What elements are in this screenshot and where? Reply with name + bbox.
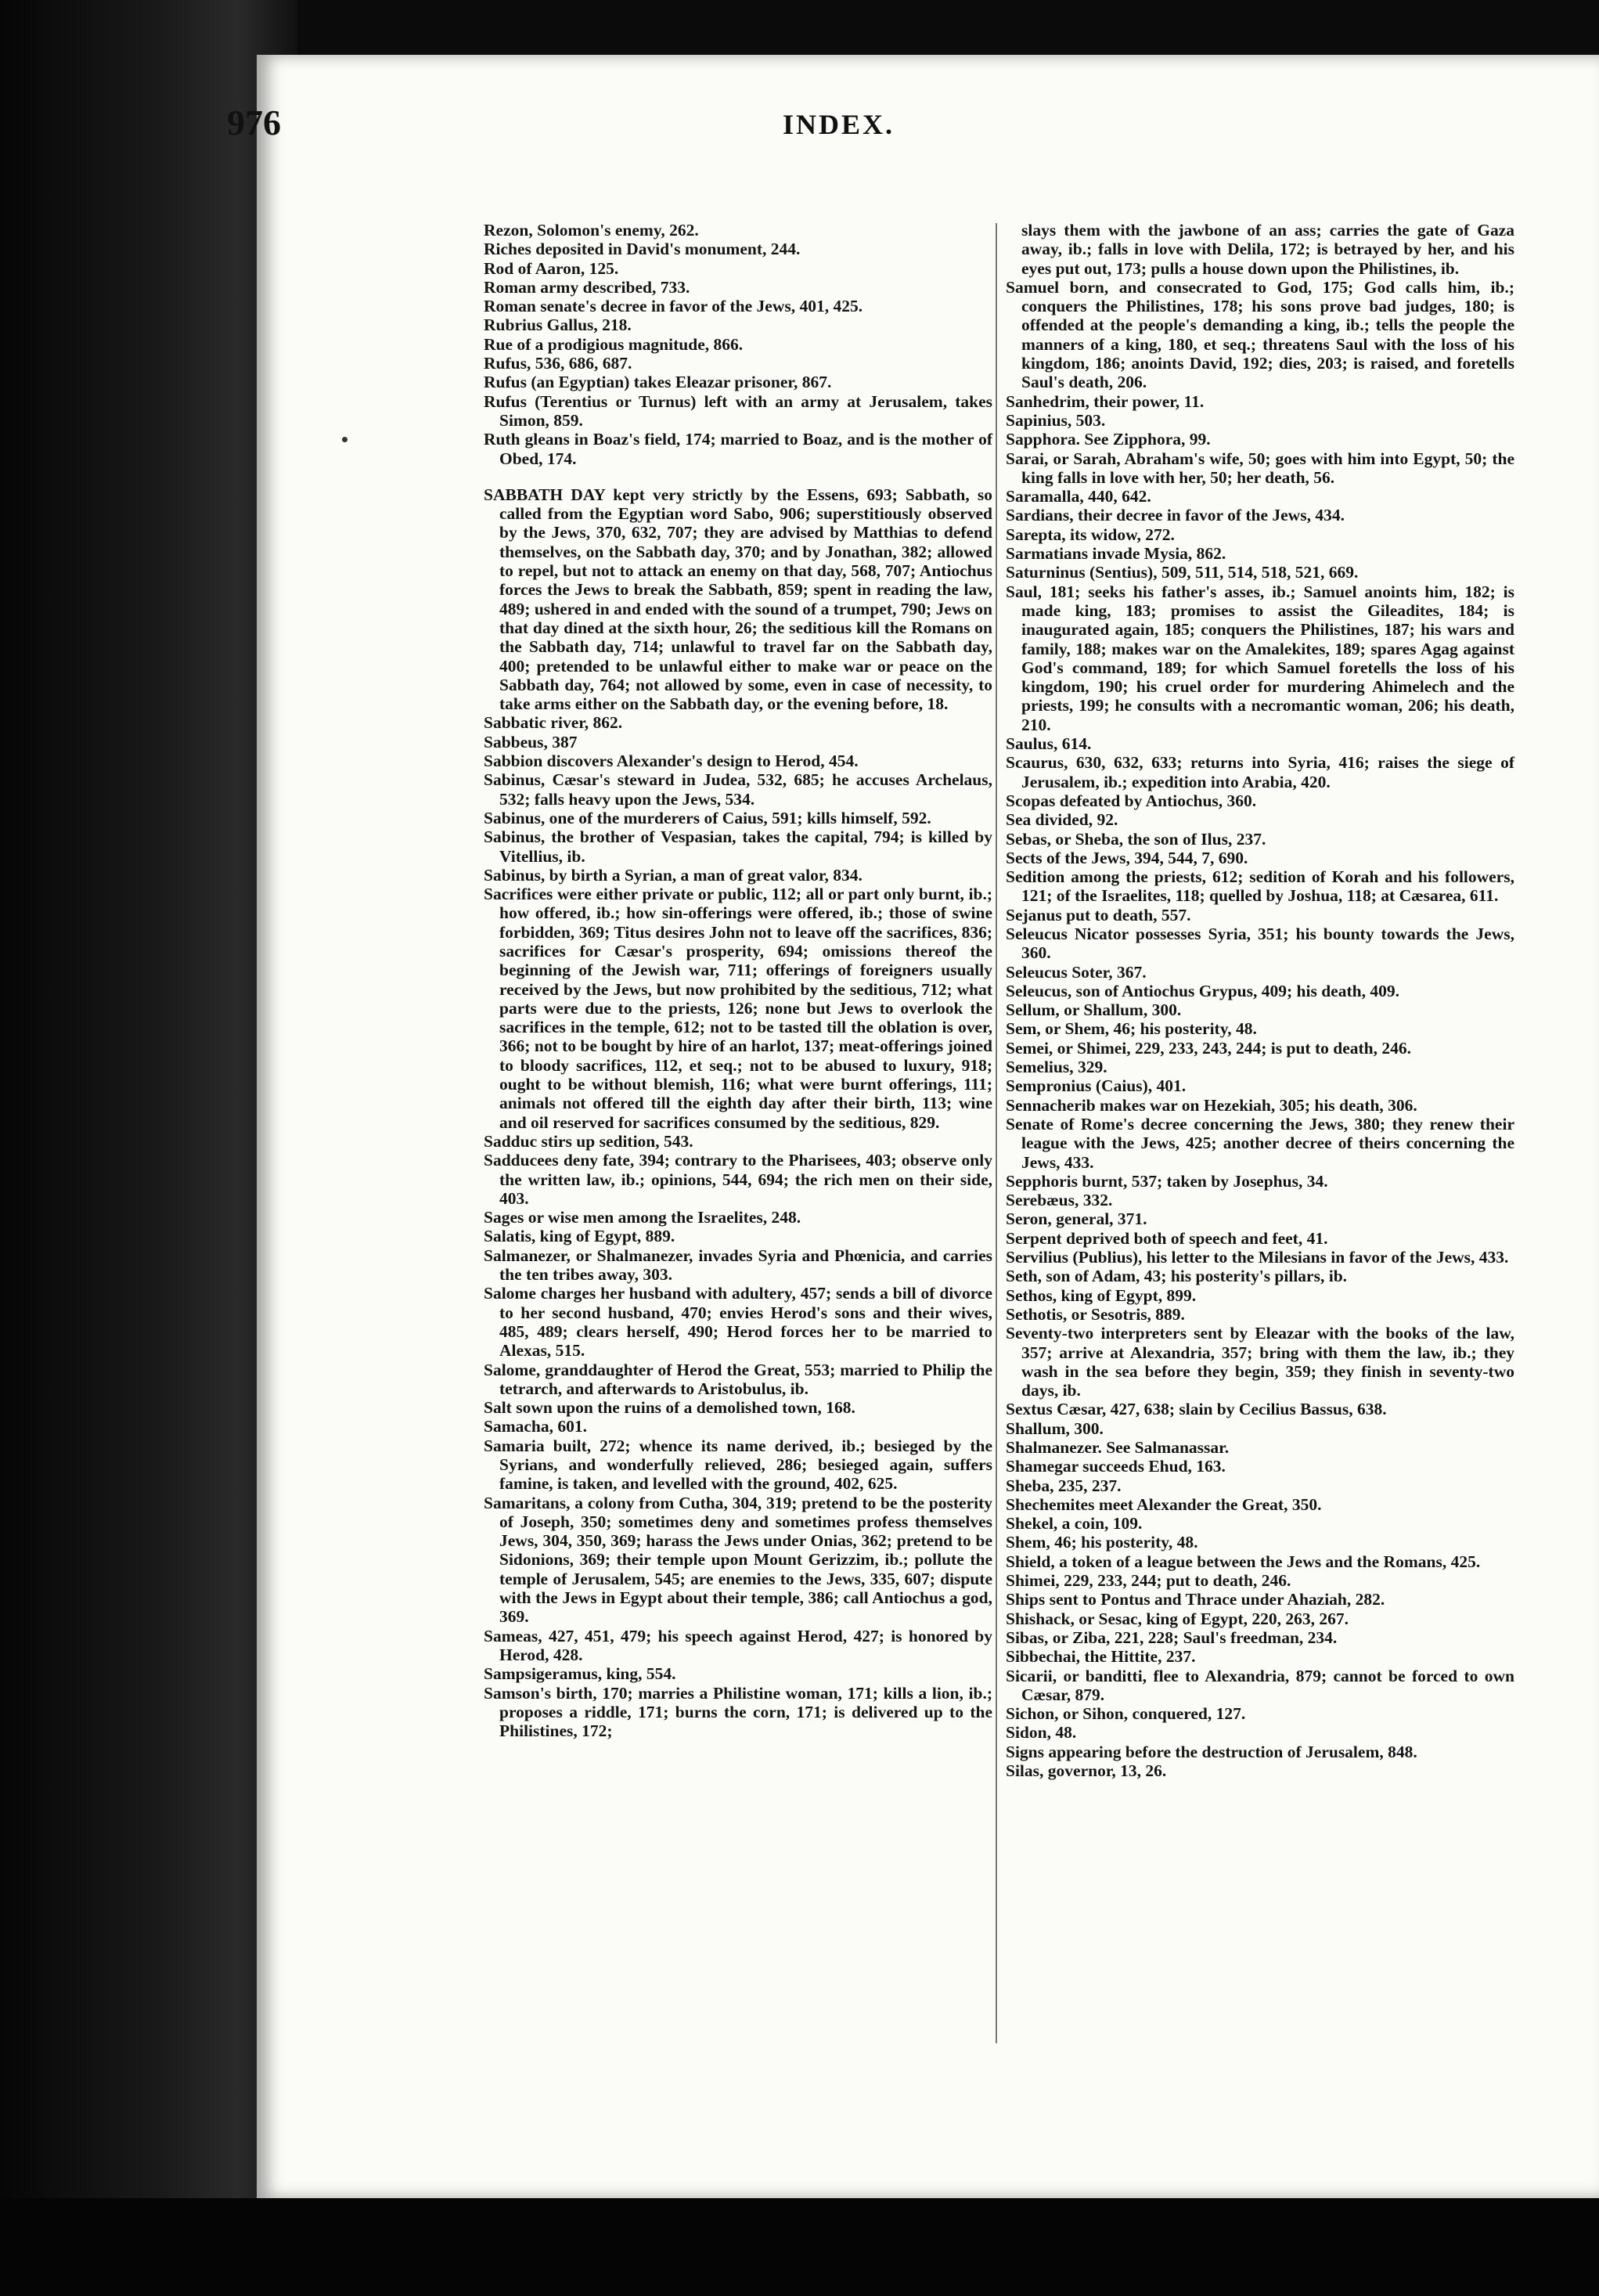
index-entry: Samaritans, a colony from Cutha, 304, 319; pretend to be the posterity of Joseph, 350; sometimes deny and sometimes profess themselves Jews, 304, 350, 369; harass the Jews under Onias, 362; pretend to be Sidonions, 369; their temple upon Mount Gerizzim, ib.; pollute the temple of Jerusalem, 545; are enemies to the Jews, 335, 607; dispute with the Jews in Egypt about their temple, 386; call Antiochus a god, 369. [484,1493,992,1627]
index-entry: Sempronius (Caius), 401. [1006,1076,1187,1096]
index-entry: Semei, or Shimei, 229, 233, 243, 244; is put to death, 246. [1006,1038,1411,1058]
index-entry: Sarmatians invade Mysia, 862. [1006,544,1226,564]
index-entry: Servilius (Publius), his letter to the Milesians in favor of the Jews, 433. [1006,1248,1509,1267]
index-entry: Roman senate's decree in favor of the Jews, 401, 425. [484,297,863,316]
index-entry: Seleucus, son of Antiochus Grypus, 409; his death, 409. [1006,981,1399,1000]
index-entry: Serpent deprived both of speech and feet, 41. [1006,1228,1328,1248]
index-entry: Shalmanezer. See Salmanassar. [1006,1438,1230,1457]
index-column-left [484,221,992,1740]
index-entry: Samson's birth, 170; marries a Philistine woman, 171; kills a lion, ib.; proposes a riddle, 171; burns the corn, 171; is delivered up to the Philistines, 172; [484,1683,992,1741]
index-entry: Semelius, 329. [1006,1058,1107,1077]
index-entry: Sacrifices were either private or public, 112; all or part only burnt, ib.; how offered, ib.; how sin-offerings were offered, ib.; those of swine forbidden, 369; Titus desires John not to leave off the sacrifices, 836; sacrifices for Cæsar's prosperity, 694; omissions thereof the beginning of the Jewish war, 711; offerings of foreigners usually received by the Jews, but now prohibited by the seditious, 712; what parts were due to the priests, 126; none but Jews to overlook the sacrifices in the temple, 612; not to be tasted till the oblation is over, 366; not to be bought by hire of an harlot, 137; meat-offerings joined to bloody sacrifices, 112, et seq.; not to be abused to luxury, 918; ought to be without blemish, 116; what were burnt offerings, 111; animals not offered till the eighth day after their birth, 113; wine and oil reserved for sacrifices consumed by the seditious, 829. [484,885,992,1132]
index-entry: Rufus, 536, 686, 687. [484,354,632,373]
index-entry: Sabinus, Cæsar's steward in Judea, 532, 685; he accuses Archelaus, 532; falls heavy upon the Jews, 534. [484,770,992,809]
index-entry: Salt sown upon the ruins of a demolished town, 168. [484,1398,855,1418]
index-entry: Sapphora. See Zipphora, 99. [1006,430,1211,449]
index-entry: Sardians, their decree in favor of the Jews, 434. [1006,506,1345,525]
index-entry: Sebas, or Sheba, the son of Ilus, 237. [1006,829,1266,849]
index-entry: Sabbion discovers Alexander's design to Herod, 454. [484,752,859,771]
index-entry: Scopas defeated by Antiochus, 360. [1006,791,1257,810]
index-entry: Sampsigeramus, king, 554. [484,1664,676,1684]
index-entry: Silas, governor, 13, 26. [1006,1761,1167,1781]
index-entry: Ships sent to Pontus and Thrace under Ahaziah, 282. [1006,1590,1385,1609]
index-entry: Sedition among the priests, 612; sedition of Korah and his followers, 121; of the Israelites, 118; quelled by Joshua, 118; at Cæsarea, 611. [1006,867,1514,906]
index-entry: Sibas, or Ziba, 221, 228; Saul's freedman, 234. [1006,1627,1338,1647]
index-entry: Sanhedrim, their power, 11. [1006,391,1205,411]
entry-gap [484,468,992,485]
column-divider [996,223,997,2043]
index-entry: Sethotis, or Sesotris, 889. [1006,1304,1185,1324]
index-entry: Rufus (an Egyptian) takes Eleazar prisoner, 867. [484,373,832,392]
index-entry: Rubrius Gallus, 218. [484,315,632,335]
index-entry: Sethos, king of Egypt, 899. [1006,1285,1197,1305]
index-entry: Shekel, a coin, 109. [1006,1514,1143,1534]
index-entry: Sem, or Shem, 46; his posterity, 48. [1006,1019,1257,1039]
index-entry: Sennacherib makes war on Hezekiah, 305; his death, 306. [1006,1095,1417,1115]
index-entry: Shield, a token of a league between the Jews and the Romans, 425. [1006,1552,1481,1571]
index-entry: Rufus (Terentius or Turnus) left with an army at Jerusalem, takes Simon, 859. [484,391,992,430]
index-entry: Sepphoris burnt, 537; taken by Josephus, 34. [1006,1171,1328,1191]
index-entry: SABBATH DAY kept very strictly by the Essens, 693; Sabbath, so called from the Egyptian word Sabo, 906; superstitiously observed by the Jews, 370, 632, 707; they are advised by Matthias to defend themselves, on the Sabbath day, 370; and by Jonathan, 382; allowed to repel, but not to attack an enemy on that day, 568, 707; Antiochus forces the Jews to break the Sabbath, 859; spent in reading the law, 489; ushered in and ended with the sound of a trumpet, 790; Jews on that day dined at the sixth hour, 26; the seditious kill the Romans on the Sabbath day, 714; unlawful to travel far on the Sabbath day, 400; pretended to be unlawful either to make war or peace on the Sabbath day, 764; not allowed by some, even in case of necessity, to take arms either on the Sabbath day, or the evening before, 18. [484,485,992,714]
index-entry: Sadducees deny fate, 394; contrary to the Pharisees, 403; observe only the written law, ib.; opinions, 544, 694; the rich men on their side, 403. [484,1151,992,1208]
index-entry: Sapinius, 503. [1006,410,1106,430]
index-entry: Sibbechai, the Hittite, 237. [1006,1647,1196,1667]
index-entry: Saul, 181; seeks his father's asses, ib.; Samuel anoints him, 182; is made king, 183; promises to assist the Gileadites, 184; is inaugurated again, 185; conquers the Philistines, 187; his wars and family, 188; makes war on the Amalekites, 189; spares Agag against God's command, 189; for which Samuel foretells the loss of his kingdom, 190; his cruel order for murdering Ahimelech and the priests, 199; he consults with a necromantic woman, 206; his death, 210. [1006,582,1514,734]
index-entry: Scaurus, 630, 632, 633; returns into Syria, 416; raises the siege of Jerusalem, ib.; expedition into Arabia, 420. [1006,753,1514,791]
page-number: 976 [227,103,281,142]
index-entry: Samaria built, 272; whence its name derived, ib.; besieged by the Syrians, and wonderfully relieved, 286; besieged again, suffers famine, is taken, and levelled with the ground, 402, 625. [484,1436,992,1494]
index-entry: Sabbatic river, 862. [484,713,623,733]
index-entry: Sabinus, the brother of Vespasian, takes the capital, 794; is killed by Vitellius, ib. [484,827,992,866]
index-entry: Sabinus, one of the murderers of Caius, 591; kills himself, 592. [484,808,931,827]
index-entry: Saturninus (Sentius), 509, 511, 514, 518, 521, 669. [1006,563,1359,582]
index-entry: Sicarii, or banditti, flee to Alexandria, 879; cannot be forced to own Cæsar, 879. [1006,1666,1514,1704]
index-entry: Sameas, 427, 451, 479; his speech against Herod, 427; is honored by Herod, 428. [484,1626,992,1664]
index-entry: Shishack, or Sesac, king of Egypt, 220, 263, 267. [1006,1609,1349,1628]
index-entry: Senate of Rome's decree concerning the Jews, 380; they renew their league with the Jews, 425; another decree of theirs concerning the Jews, 433. [1006,1114,1514,1172]
index-entry: Seron, general, 371. [1006,1209,1147,1229]
scan-left-edge [0,0,297,2296]
index-entry: Seleucus Nicator possesses Syria, 351; his bounty towards the Jews, 360. [1006,924,1514,963]
index-entry: Shimei, 229, 233, 244; put to death, 246. [1006,1571,1291,1591]
index-entry: Saramalla, 440, 642. [1006,487,1151,506]
index-entry: Sichon, or Sihon, conquered, 127. [1006,1704,1246,1724]
index-entry: Seleucus Soter, 367. [1006,962,1147,982]
index-entry: Sadduc stirs up sedition, 543. [484,1131,693,1151]
scan-bottom-edge [0,2198,1599,2296]
index-entry: Sects of the Jews, 394, 544, 7, 690. [1006,848,1248,867]
index-entry: Salome charges her husband with adultery, 457; sends a bill of divorce to her second husband, 470; envies Herod's sons and their wives, 485, 489; clears herself, 490; Herod forces her to be married to Alexas, 515. [484,1284,992,1361]
index-entry: Sabinus, by birth a Syrian, a man of great valor, 834. [484,865,863,885]
index-entry: Shamegar succeeds Ehud, 163. [1006,1457,1226,1476]
index-entry: Sarai, or Sarah, Abraham's wife, 50; goes with him into Egypt, 50; the king falls in love with her, 50; her death, 56. [1006,449,1514,487]
index-entry: Sea divided, 92. [1006,810,1118,830]
index-entry: Samacha, 601. [484,1417,587,1436]
index-entry: Serebæus, 332. [1006,1191,1113,1210]
index-entry: Sabbeus, 387 [484,732,578,752]
index-entry: Seth, son of Adam, 43; his posterity's pillars, ib. [1006,1267,1348,1286]
index-entry: Sarepta, its widow, 272. [1006,524,1175,544]
index-entry: Seventy-two interpreters sent by Eleazar with the books of the law, 357; arrive at Alexandria, 357; bring with them the law, ib.; they wash in the sea before they begin, 359; they finish in seventy-two days, ib. [1006,1324,1514,1400]
index-entry: Ruth gleans in Boaz's field, 174; married to Boaz, and is the mother of Obed, 174. [484,430,992,468]
index-entry: Rue of a prodigious magnitude, 866. [484,334,744,354]
index-entry: Salmanezer, or Shalmanezer, invades Syria and Phœnicia, and carries the ten tribes away, 303. [484,1245,992,1285]
index-entry: Riches deposited in David's monument, 244. [484,240,801,259]
index-entry: Salome, granddaughter of Herod the Great, 553; married to Philip the tetrarch, and afterwards to Aristobulus, ib. [484,1360,992,1398]
index-entry: Signs appearing before the destruction of Jerusalem, 848. [1006,1742,1417,1761]
index-entry: Roman army described, 733. [484,277,690,297]
index-entry: Saulus, 614. [1006,734,1092,754]
running-head: INDEX. [783,109,895,140]
index-entry: Sheba, 235, 237. [1006,1476,1122,1495]
index-entry: Sidon, 48. [1006,1723,1077,1743]
index-entry: Shem, 46; his posterity, 48. [1006,1533,1198,1552]
index-entry: Rod of Aaron, 125. [484,258,619,278]
index-entry: Shechemites meet Alexander the Great, 350. [1006,1494,1322,1514]
index-entry: Sages or wise men among the Israelites, 248. [484,1208,801,1227]
index-entry: Sextus Cæsar, 427, 638; slain by Cecilius Bassus, 638. [1006,1400,1387,1419]
index-entry: slays them with the jawbone of an ass; carries the gate of Gaza away, ib.; falls in love with Delila, 172; is betrayed by her, and his eyes put out, 173; pulls a house down upon the Philistines, ib. [1021,221,1514,278]
index-entry: Salatis, king of Egypt, 889. [484,1227,675,1246]
page-header [227,102,1479,172]
index-entry: Shallum, 300. [1006,1418,1104,1438]
index-entry: Samuel born, and consecrated to God, 175; God calls him, ib.; conquers the Philistines, 178; his sons prove bad judges, 180; is offended at the people's demanding a king, ib.; tells the people the manners of a king, 180, et seq.; threatens Saul with the loss of his kingdom, 186; anoints David, 192; dies, 203; is raised, and foretells Saul's death, 206. [1006,277,1514,392]
index-column-right [1006,221,1514,1780]
index-entry: Rezon, Solomon's enemy, 262. [484,221,699,240]
index-entry: Sellum, or Shallum, 300. [1006,1000,1182,1020]
page-blemish [342,437,348,442]
index-entry: Sejanus put to death, 557. [1006,905,1191,925]
